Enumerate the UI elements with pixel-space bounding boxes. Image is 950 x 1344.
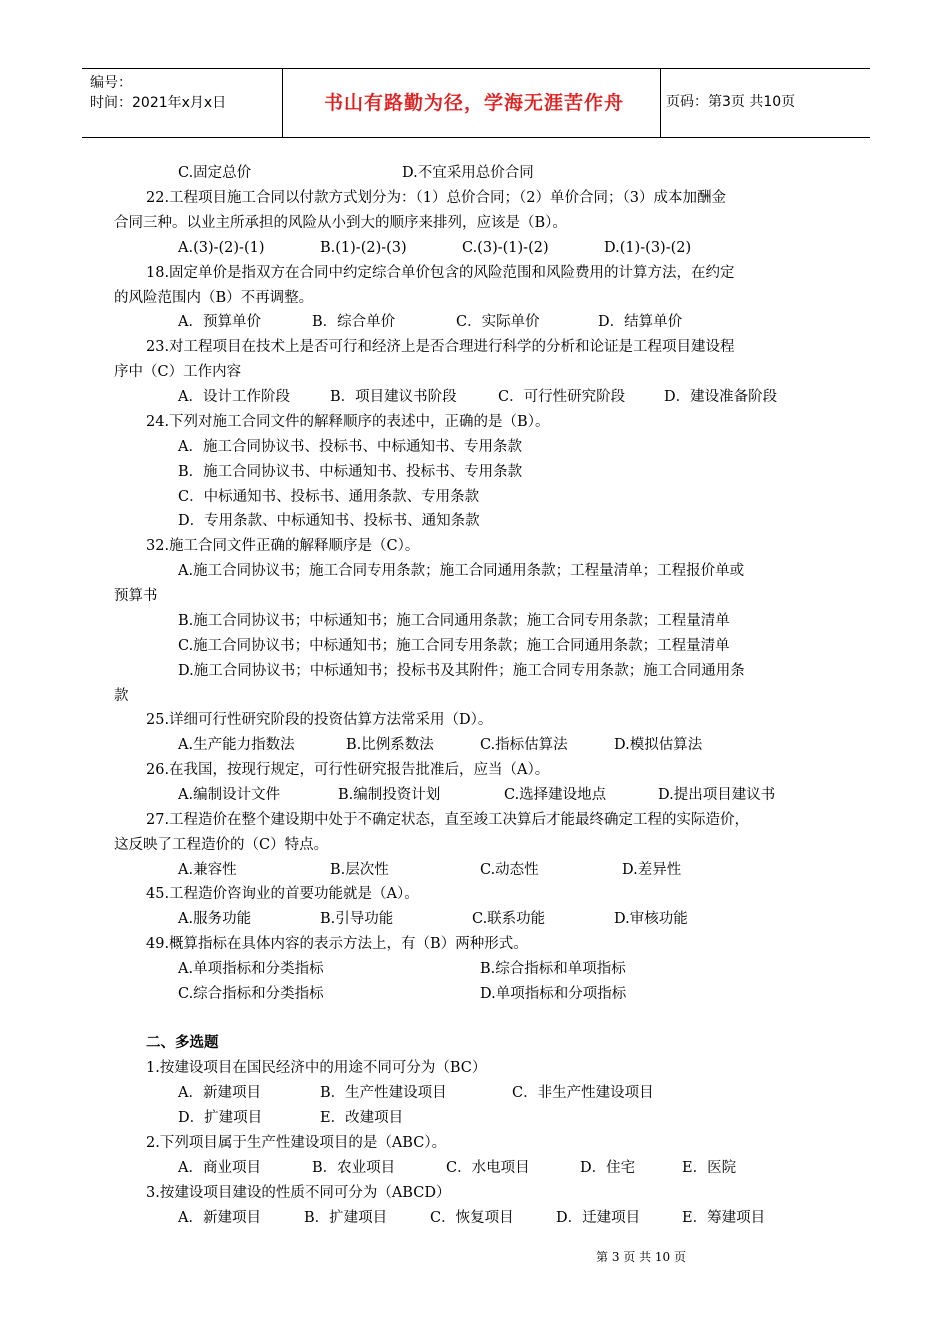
option-text: B.比例系数法 xyxy=(346,737,434,753)
option-text: C．恢复项目 xyxy=(430,1210,514,1226)
text-line: 22.工程项目施工合同以付款方式划分为：（1）总价合同；（2）单价合同；（3）成本加酬金 xyxy=(146,190,726,206)
text-line: A.施工合同协议书；施工合同专用条款；施工合同通用条款；工程量清单；工程报价单或 xyxy=(178,563,745,579)
option-text: A．预算单价 xyxy=(178,314,261,330)
option-text: B.(1)-(2)-(3) xyxy=(320,240,407,256)
option-text: C.动态性 xyxy=(480,862,539,878)
section-heading: 二、多选题 xyxy=(146,1035,219,1051)
option-text: D.提出项目建议书 xyxy=(658,787,776,803)
header-motto: 书山有路勤为径，学海无涯苦作舟 xyxy=(323,92,624,114)
option-text: C．水电项目 xyxy=(446,1160,530,1176)
option-text: A.(3)-(2)-(1) xyxy=(178,240,265,256)
option-text: D.单项指标和分项指标 xyxy=(480,986,627,1002)
option-text: E．医院 xyxy=(682,1160,737,1176)
text-line: 18.固定单价是指双方在合同中约定综合单价包含的风险范围和风险费用的计算方法，在约定 xyxy=(146,265,735,281)
text-line: 49.概算指标在具体内容的表示方法上，有（B）两种形式。 xyxy=(146,936,528,952)
page-header xyxy=(82,68,870,138)
text-line: 2.下列项目属于生产性建设项目的是（ABC）。 xyxy=(146,1135,447,1151)
text-line: A．施工合同协议书、投标书、中标通知书、专用条款 xyxy=(178,439,522,455)
option-text: C.综合指标和分类指标 xyxy=(178,986,324,1002)
option-text: A.生产能力指数法 xyxy=(178,737,295,753)
option-text: C．可行性研究阶段 xyxy=(498,389,626,405)
option-text: D．迁建项目 xyxy=(556,1210,641,1226)
option-text: B.层次性 xyxy=(330,862,389,878)
option-text: D.模拟估算法 xyxy=(614,737,703,753)
text-line: 这反映了工程造价的（C）特点。 xyxy=(114,837,329,853)
option-text: C.(3)-(1)-(2) xyxy=(462,240,549,256)
text-line: D．专用条款、中标通知书、投标书、通知条款 xyxy=(178,513,480,529)
option-text: E．筹建项目 xyxy=(682,1210,766,1226)
header-divider-left xyxy=(282,69,283,137)
text-line: 25.详细可行性研究阶段的投资估算方法常采用（D）。 xyxy=(146,712,493,728)
text-line: C.施工合同协议书；中标通知书；施工合同专用条款；施工合同通用条款；工程量清单 xyxy=(178,638,730,654)
option-text: A.编制设计文件 xyxy=(178,787,281,803)
text-line: C．中标通知书、投标书、通用条款、专用条款 xyxy=(178,489,480,505)
option-text: D.不宜采用总价合同 xyxy=(402,165,534,181)
option-text: C．实际单价 xyxy=(456,314,540,330)
option-text: B.综合指标和单项指标 xyxy=(480,961,626,977)
option-text: C.固定总价 xyxy=(178,165,252,181)
text-line: 45.工程造价咨询业的首要功能就是（A）。 xyxy=(146,886,419,902)
option-text: A．设计工作阶段 xyxy=(178,389,290,405)
option-text: A．商业项目 xyxy=(178,1160,261,1176)
text-line: B.施工合同协议书；中标通知书；施工合同通用条款；施工合同专用条款；工程量清单 xyxy=(178,613,730,629)
option-text: D.(1)-(3)-(2) xyxy=(604,240,692,256)
header-page-number: 页码：第3页 共10页 xyxy=(666,94,796,110)
option-text: B．综合单价 xyxy=(312,314,396,330)
text-line: 24.下列对施工合同文件的解释顺序的表述中，正确的是（B）。 xyxy=(146,414,550,430)
option-text: C.联系功能 xyxy=(472,911,546,927)
text-line: D.施工合同协议书；中标通知书；投标书及其附件；施工合同专用条款；施工合同通用条 xyxy=(178,663,745,679)
option-text: A.兼容性 xyxy=(178,862,237,878)
option-text: B.引导功能 xyxy=(320,911,394,927)
option-text: B．农业项目 xyxy=(312,1160,396,1176)
doc-number-label: 编号： xyxy=(90,75,132,91)
text-line: 预算书 xyxy=(114,588,158,604)
text-line: 26.在我国，按现行规定，可行性研究报告批准后，应当（A）。 xyxy=(146,762,550,778)
header-info xyxy=(90,73,226,113)
option-text: C．非生产性建设项目 xyxy=(512,1085,654,1101)
text-line: 序中（C）工作内容 xyxy=(114,364,242,380)
option-text: A．新建项目 xyxy=(178,1085,261,1101)
option-text: C.指标估算法 xyxy=(480,737,568,753)
option-text: B.编制投资计划 xyxy=(338,787,441,803)
text-line: 的风险范围内（B）不再调整。 xyxy=(114,290,314,306)
text-line: 1.按建设项目在国民经济中的用途不同可分为（BC） xyxy=(146,1060,487,1076)
text-line: 款 xyxy=(114,688,129,704)
option-text: B．生产性建设项目 xyxy=(320,1085,447,1101)
option-text: D.差异性 xyxy=(622,862,682,878)
option-text: A．新建项目 xyxy=(178,1210,261,1226)
option-text: D．结算单价 xyxy=(598,314,683,330)
option-text: B．扩建项目 xyxy=(304,1210,388,1226)
page-footer: 第 3 页 共 10 页 xyxy=(596,1250,686,1264)
text-line: B．施工合同协议书、中标通知书、投标书、专用条款 xyxy=(178,464,523,480)
text-line: 合同三种。以业主所承担的风险从小到大的顺序来排列，应该是（B）。 xyxy=(114,215,567,231)
text-line: 27.工程造价在整个建设期中处于不确定状态，直至竣工决算后才能最终确定工程的实际造价， xyxy=(146,812,750,828)
option-text: D．扩建项目 xyxy=(178,1110,263,1126)
option-text: D．住宅 xyxy=(580,1160,636,1176)
doc-time-label: 时间：2021年x月x日 xyxy=(90,95,227,111)
option-text: A.服务功能 xyxy=(178,911,252,927)
option-text: D.审核功能 xyxy=(614,911,688,927)
option-text: C.选择建设地点 xyxy=(504,787,607,803)
text-line: 3.按建设项目建设的性质不同可分为（ABCD） xyxy=(146,1185,451,1201)
option-text: A.单项指标和分类指标 xyxy=(178,961,324,977)
option-text: B．项目建议书阶段 xyxy=(330,389,457,405)
option-text: D．建设准备阶段 xyxy=(664,389,778,405)
text-line: 32.施工合同文件正确的解释顺序是（C）。 xyxy=(146,538,420,554)
text-line: 23.对工程项目在技术上是否可行和经济上是否合理进行科学的分析和论证是工程项目建设程 xyxy=(146,339,735,355)
option-text: E．改建项目 xyxy=(320,1110,404,1126)
